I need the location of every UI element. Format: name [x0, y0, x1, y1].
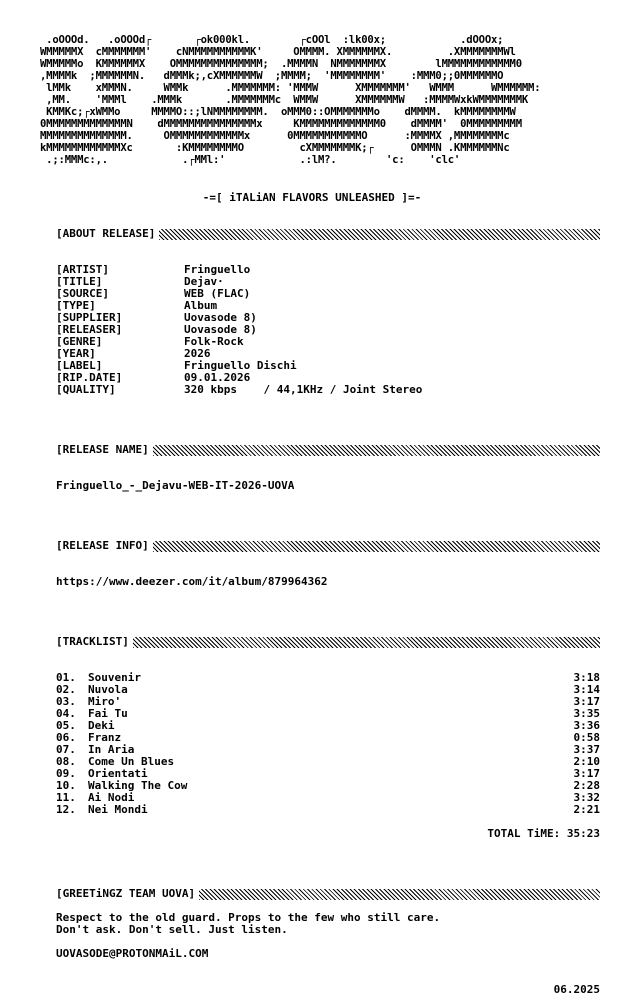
field-key: [RELEASER]: [56, 323, 123, 336]
track-number: 09.: [56, 767, 76, 780]
greetings-line-1: Respect to the old guard. Props to the few who still care.: [56, 911, 441, 924]
field-row: [56, 348, 576, 360]
track-duration: 2:10: [573, 755, 600, 768]
footer-date: 06.2025: [553, 983, 600, 996]
track-title: Nei Mondi: [88, 803, 148, 816]
track-number: 06.: [56, 731, 76, 744]
track-duration: 2:28: [573, 779, 600, 792]
about-fields: [56, 264, 576, 396]
section-header-greetings: [56, 888, 600, 900]
track-duration: 3:37: [573, 743, 600, 756]
field-key: [TYPE]: [56, 299, 96, 312]
section-header-about: [56, 228, 600, 240]
track-duration: 2:21: [573, 803, 600, 816]
section-header-tracklist: [56, 636, 600, 648]
track-row: [56, 684, 600, 696]
hatch-divider: [159, 229, 600, 240]
field-key: [GENRE]: [56, 335, 103, 348]
field-row: [56, 312, 576, 324]
track-title: Come Un Blues: [88, 755, 175, 768]
track-duration: 3:32: [573, 791, 600, 804]
track-duration: 3:17: [573, 767, 600, 780]
track-title: Ai Nodi: [88, 791, 135, 804]
track-title: Franz: [88, 731, 122, 744]
greetings-line-2: Don't ask. Don't sell. Just listen.: [56, 923, 288, 936]
field-row: [56, 384, 576, 396]
field-value: WEB (FLAC): [184, 287, 251, 300]
track-number: 12.: [56, 803, 76, 816]
field-key: [LABEL]: [56, 359, 103, 372]
track-row: [56, 804, 600, 816]
track-number: 03.: [56, 695, 76, 708]
field-key: [YEAR]: [56, 347, 96, 360]
field-value: 09.01.2026: [184, 371, 251, 384]
field-value: Album: [184, 299, 218, 312]
field-row: [56, 288, 576, 300]
field-key: [SOURCE]: [56, 287, 109, 300]
track-row: [56, 672, 600, 684]
track-number: 05.: [56, 719, 76, 732]
field-row: [56, 300, 576, 312]
field-value: Uovasode 8): [184, 311, 257, 324]
track-title: In Aria: [88, 743, 135, 756]
track-row: [56, 720, 600, 732]
hatch-divider: [153, 445, 600, 456]
track-duration: 3:17: [573, 695, 600, 708]
track-title: Orientati: [88, 767, 148, 780]
field-row: [56, 336, 576, 348]
section-title: [GREETiNGZ TEAM UOVA]: [56, 887, 196, 900]
section-header-release-info: [56, 540, 600, 552]
field-key: [SUPPLIER]: [56, 311, 123, 324]
hatch-divider: [133, 637, 600, 648]
track-duration: 3:35: [573, 707, 600, 720]
tagline: -=[ iTALiAN FLAVORS UNLEASHED ]=-: [202, 191, 422, 204]
hatch-divider: [199, 889, 600, 900]
track-number: 02.: [56, 683, 76, 696]
track-number: 07.: [56, 743, 76, 756]
track-row: [56, 732, 600, 744]
field-value: 320 kbps / 44,1KHz / Joint Stereo: [184, 383, 423, 396]
track-number: 10.: [56, 779, 76, 792]
field-key: [ARTIST]: [56, 263, 109, 276]
total-time: TOTAL TiME: 35:23: [487, 827, 600, 840]
field-value: Fringuello Dischi: [184, 359, 297, 372]
contact-email[interactable]: UOVASODE@PROTONMAiL.COM: [56, 947, 209, 960]
track-duration: 3:14: [573, 683, 600, 696]
field-value: Fringuello: [184, 263, 251, 276]
field-key: [TITLE]: [56, 275, 103, 288]
section-header-release-name: [56, 444, 600, 456]
section-title: [RELEASE NAME]: [56, 443, 149, 456]
track-title: Miro': [88, 695, 122, 708]
field-row: [56, 264, 576, 276]
field-value: Uovasode 8): [184, 323, 257, 336]
track-number: 08.: [56, 755, 76, 768]
ascii-logo: .oOOOd. .oOOOd┌ ┌ok000kl. ┌cOOl :lk00x; .dOOOx; WMMMMMX cMMMMMMM' cNMMMMMMMMMMK' OMMMM. XMMMMMMX. .XMMMMMMMWl WMMMMMo KMMMMMMX OMMMMMMMMMMMMMM; .MMMMN NMMMMMMMX lMMMMMMMMMMMM0 ,MMMMk ;MMMMMMN. dMMMk;,cXMMMMMMW ;MMMM; 'MMMMMMMM' :MMM0;;0MMMMMMO lMMk xMMMN. WMMk .MMMMMMM: 'MMMW XMMMMMMM' WMMM WMMMMMM: ,MM. 'MMMl .MMMk .MMMMMMMc WMMW XMMMMMMW :MMMMWxkWMMMMMMMK KMMKc;┌xWMMo MMMMO::;lNMMMMMMMM. oMMM0::OMMMMMMMo dMMMM. kMMMMMMMMW 0MMMMMMMMMMMMMN dMMMMMMMMMMMMMMMx KMMMMMMMMMMMMM0 dMMMM' 0MMMMMMMMM MMMMMMMMMMMMMM. OMMMMMMMMMMMMx 0MMMMMMMMMMMO :MMMMX ,MMMMMMMMc kMMMMMMMMMMMMXc :KMMMMMMMMO cXMMMMMMMK;┌ OMMMN .KMMMMMMNc .;:MMMc:,. .┌MMl:' .:lM?. 'c: 'clc': [40, 34, 541, 166]
field-key: [QUALITY]: [56, 383, 116, 396]
section-title: [ABOUT RELEASE]: [56, 227, 156, 240]
track-title: Fai Tu: [88, 707, 128, 720]
field-value: Folk-Rock: [184, 335, 244, 348]
track-duration: 3:18: [573, 671, 600, 684]
release-name: Fringuello_-_Dejavu-WEB-IT-2026-UOVA: [56, 479, 295, 492]
field-key: [RIP.DATE]: [56, 371, 123, 384]
field-row: [56, 276, 576, 288]
hatch-divider: [153, 541, 600, 552]
track-title: Souvenir: [88, 671, 141, 684]
track-row: [56, 708, 600, 720]
field-value: 2026: [184, 347, 211, 360]
track-row: [56, 696, 600, 708]
track-duration: 3:36: [573, 719, 600, 732]
section-title: [RELEASE INFO]: [56, 539, 149, 552]
track-number: 04.: [56, 707, 76, 720]
field-value: Dejav·: [184, 275, 224, 288]
track-number: 11.: [56, 791, 76, 804]
track-duration: 0:58: [573, 731, 600, 744]
track-title: Deki: [88, 719, 115, 732]
track-row: [56, 780, 600, 792]
release-url-link[interactable]: https://www.deezer.com/it/album/879964362: [56, 575, 328, 588]
track-number: 01.: [56, 671, 76, 684]
track-title: Walking The Cow: [88, 779, 188, 792]
section-title: [TRACKLIST]: [56, 635, 129, 648]
field-row: [56, 324, 576, 336]
field-row: [56, 360, 576, 372]
track-list: [56, 672, 600, 816]
track-title: Nuvola: [88, 683, 128, 696]
